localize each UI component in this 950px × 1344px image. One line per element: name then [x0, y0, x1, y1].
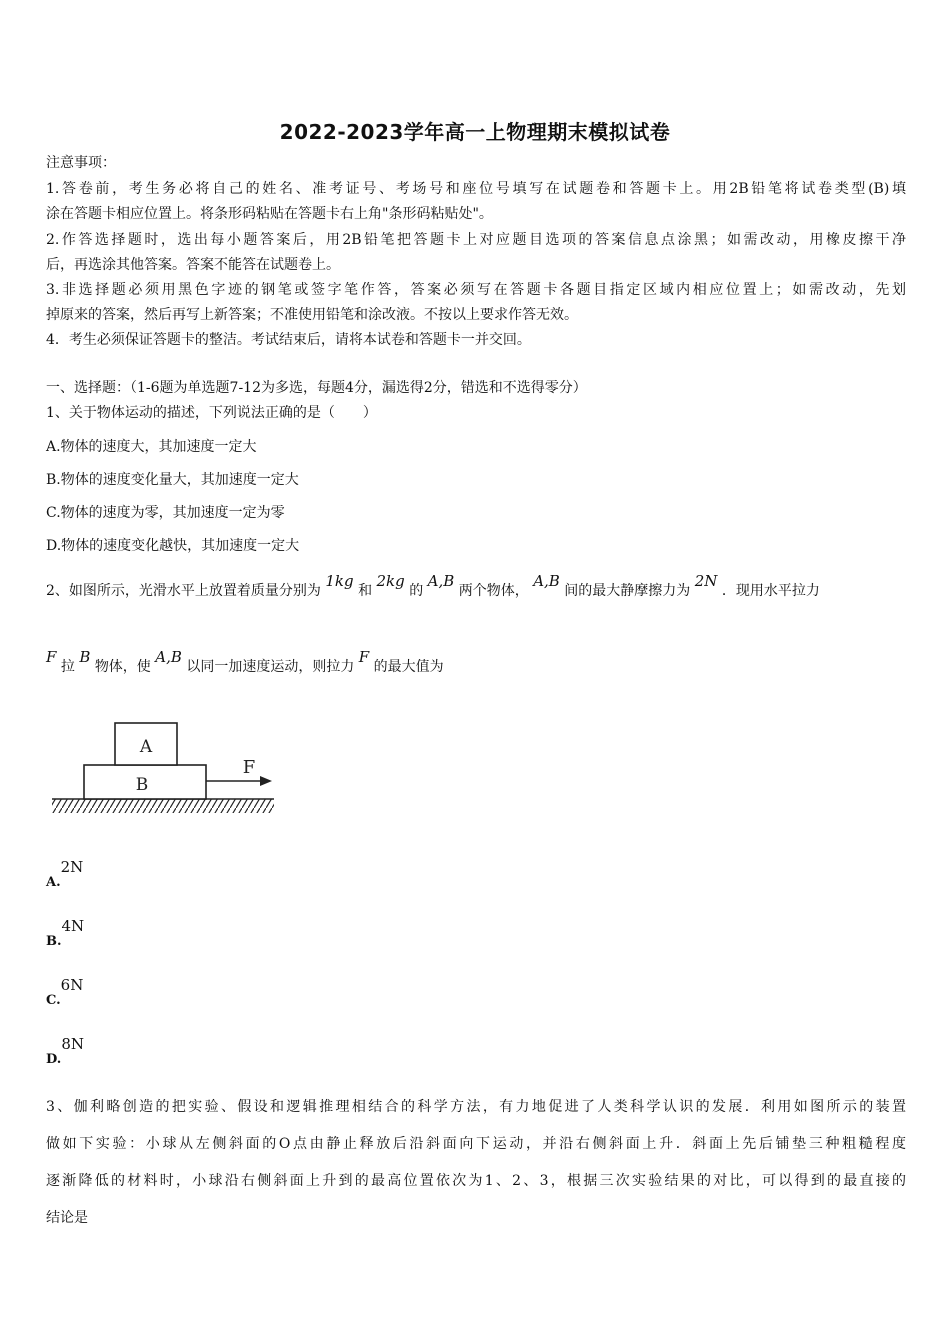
question-2-stem-line-1	[46, 572, 820, 600]
option-letter: A.	[46, 875, 61, 890]
q2-ab: A,B	[427, 572, 455, 590]
q2-b: B	[79, 648, 91, 666]
question-3-line: 逐渐降低的材料时，小球沿右侧斜面上升到的最高位置依次为1、2、3，根据三次实验结果的对比，可以得到的最直接的	[46, 1173, 906, 1189]
exam-title: 2022-2023学年高一上物理期末模拟试卷	[279, 120, 671, 144]
q2-text: 拉	[60, 659, 75, 675]
option-value: 8N	[61, 1035, 85, 1053]
question-2-option-d	[46, 1035, 85, 1067]
question-2-option-c	[46, 976, 84, 1008]
question-1-option-d: D.物体的速度变化越快，其加速度一定大	[46, 538, 300, 554]
question-1-option-a: A.物体的速度大，其加速度一定大	[46, 439, 257, 455]
blocks-figure	[50, 718, 280, 818]
q2-ab: A,B	[533, 572, 560, 590]
notice-line: 3.非选择题必须用黑色字迹的钢笔或签字笔作答，答案必须写在答题卡各题目指定区域内相应位置上；如需改动，先划	[46, 282, 906, 298]
option-letter: B.	[46, 934, 62, 949]
notice-line: 后，再选涂其他答案。答案不能答在试题卷上。	[46, 257, 340, 273]
question-1-option-c: C.物体的速度为零，其加速度一定为零	[46, 505, 285, 521]
notice-line: 4．考生必须保证答题卡的整洁。考试结束后，请将本试卷和答题卡一并交回。	[46, 332, 531, 348]
question-2-option-b	[46, 917, 85, 949]
option-value: 4N	[61, 917, 85, 935]
q2-force-symbol: F	[46, 648, 57, 666]
notice-line: 1.答卷前，考生务必将自己的姓名、准考证号、考场号和座位号填写在试题卷和答题卡上。用2B铅笔将试卷类型(B)填	[46, 181, 906, 197]
q2-max-friction: 2N	[694, 572, 718, 590]
force-label: F	[242, 757, 256, 778]
q2-text: 的最大值为	[373, 659, 444, 675]
q2-text: 物体，使	[94, 659, 151, 675]
q2-force-symbol: F	[358, 648, 370, 666]
notice-line: 掉原来的答案，然后再写上新答案；不准使用铅笔和涂改液。不按以上要求作答无效。	[46, 307, 578, 323]
q2-text: ．现用水平拉力	[721, 583, 820, 599]
block-b-label: B	[135, 775, 149, 795]
block-a-label: A	[139, 737, 153, 757]
q2-mass-2: 2kg	[376, 572, 405, 590]
question-2-option-a	[46, 858, 84, 890]
force-arrowhead	[260, 776, 272, 786]
option-letter: D.	[46, 1052, 62, 1067]
notice-line: 涂在答题卡相应位置上。将条形码粘贴在答题卡右上角"条形码粘贴处"。	[46, 206, 493, 222]
q2-text: 间的最大静摩擦力为	[564, 583, 691, 599]
q2-text: 以同一加速度运动，则拉力	[186, 659, 355, 675]
q2-ab: A,B	[155, 648, 182, 666]
option-letter: C.	[46, 993, 61, 1008]
q2-text: 2、如图所示，光滑水平上放置着质量分别为	[46, 583, 321, 599]
question-1-option-b: B.物体的速度变化量大，其加速度一定大	[46, 472, 299, 488]
section-heading: 一、选择题：（1-6题为单选题7-12为多选，每题4分，漏选得2分，错选和不选得零分）	[46, 380, 587, 396]
q2-mass-1: 1kg	[325, 572, 354, 590]
question-2-stem-line-2	[46, 648, 444, 676]
ground-hatching	[52, 799, 274, 813]
question-1-stem: 1、关于物体运动的描述，下列说法正确的是（ ）	[46, 405, 377, 421]
option-value: 2N	[60, 858, 84, 876]
q2-text: 和	[358, 583, 373, 599]
notice-heading: 注意事项：	[46, 155, 116, 171]
question-3-line: 3、伽利略创造的把实验、假设和逻辑推理相结合的科学方法，有力地促进了人类科学认识的发展．利用如图所示的装置	[46, 1099, 906, 1115]
question-3-line: 做如下实验：小球从左侧斜面的O点由静止释放后沿斜面向下运动，并沿右侧斜面上升．斜面上先后铺垫三种粗糙程度	[46, 1136, 906, 1152]
q2-text: 的	[409, 583, 424, 599]
notice-line: 2.作答选择题时，选出每小题答案后，用2B铅笔把答题卡上对应题目选项的答案信息点涂黑；如需改动，用橡皮擦干净	[46, 232, 906, 248]
option-value: 6N	[60, 976, 84, 994]
q2-text: 两个物体，	[458, 583, 529, 599]
question-3-line: 结论是	[46, 1210, 88, 1226]
